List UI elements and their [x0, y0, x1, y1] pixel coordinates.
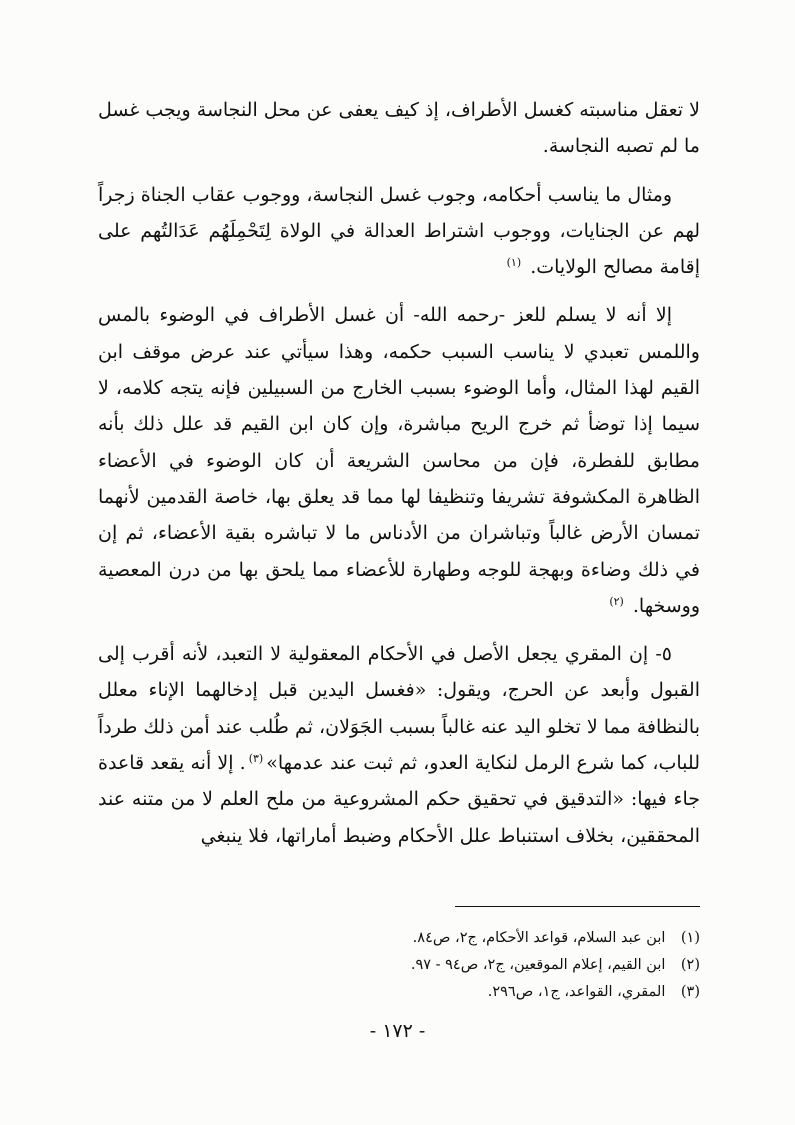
- footnote-ref-1[interactable]: (١): [506, 255, 522, 269]
- paragraph-text: ٥- إن المقري يجعل الأصل في الأحكام المعقولية لا التعبد، لأنه أقرب إلى القبول وأبعد عن الحرج، ويقول: «فغسل اليدين قبل إدخالهما الإناء معلل بالنظافة مما لا تخلو اليد عنه غالباً بسبب الجَوَلان، ثم طُلب عند أمن ذلك طرداً للباب، كما شرع الرمل لنكاية العدو، ثم ثبت عند عدمها»: [98, 643, 700, 775]
- footnote-text: ابن القيم، إعلام الموقعين، ج٢، ص٩٤ - ٩٧.: [410, 957, 666, 973]
- body-text: [98, 92, 700, 866]
- footnote-text: ابن عبد السلام، قواعد الأحكام، ج٢، ص٨٤.: [412, 930, 666, 946]
- footnotes: [330, 925, 700, 1006]
- footnote-item: [330, 952, 700, 979]
- footnote-number: (٣): [680, 984, 700, 1000]
- footnote-ref-2[interactable]: (٢): [609, 594, 624, 608]
- paragraph-1: [98, 92, 700, 165]
- paragraph-3: [98, 297, 700, 624]
- paragraph-text: إلا أنه لا يسلم للعز -رحمه الله- أن غسل الأطراف في الوضوء بالمس واللمس تعبدي لا يناسب السبب حكمه، وهذا سيأتي عند عرض موقف ابن القيم لهذا المثال، وأما الوضوء بسبب الخارج من السبيلين فإنه يتجه كلامه، لا سيما إذا توضأ ثم خرج الريح مباشرة، وإن كان ابن القيم قد علل ذلك بأنه مطابق للفطرة، فإن من محاسن الشريعة أن كان الوضوء في الأعضاء الظاهرة المكشوفة تشريفا وتنظيفا لها مما قد يعلق بها، خاصة القدمين لأنهما تمسان الأرض غالباً وتباشران من الأدناس ما لا تباشره بقية الأعضاء، ثم إن في ذلك وضاءة وبهجة للوجه وطهارة للأعضاء مما يلحق بها من درن المعصية ووسخها.: [98, 304, 700, 617]
- footnote-separator: [455, 906, 700, 907]
- paragraph-2: [98, 177, 700, 286]
- paragraph-4: [98, 636, 700, 854]
- footnote-number: (١): [680, 930, 700, 946]
- footnote-text: المقري، القواعد، ج١، ص٢٩٦.: [487, 984, 666, 1000]
- footnote-item: [330, 979, 700, 1006]
- footnote-number: (٢): [680, 957, 700, 973]
- footnote-ref-3[interactable]: (٣): [248, 751, 264, 765]
- paragraph-text: لا تعقل مناسبته كغسل الأطراف، إذ كيف يعفى عن محل النجاسة ويجب غسل ما لم تصبه النجاسة.: [98, 99, 700, 158]
- footnote-item: [330, 925, 700, 952]
- page-number: - ١٧٢ -: [369, 1020, 426, 1042]
- paragraph-text-continued: . إلا أنه يقعد قاعدة جاء فيها: «التدقيق في تحقيق حكم المشروعية من ملح العلم لا من متنه عند المحققين، بخلاف استنباط علل الأحكام وضبط أماراتها، فلا ينبغي: [98, 752, 700, 847]
- paragraph-text: ومثال ما يناسب أحكامه، وجوب غسل النجاسة، ووجوب عقاب الجناة زجراً لهم عن الجنايات، ووجوب اشتراط العدالة في الولاة لِتَحْمِلَهُم عَدَالتُهم على إقامة مصالح الولايات.: [98, 183, 700, 279]
